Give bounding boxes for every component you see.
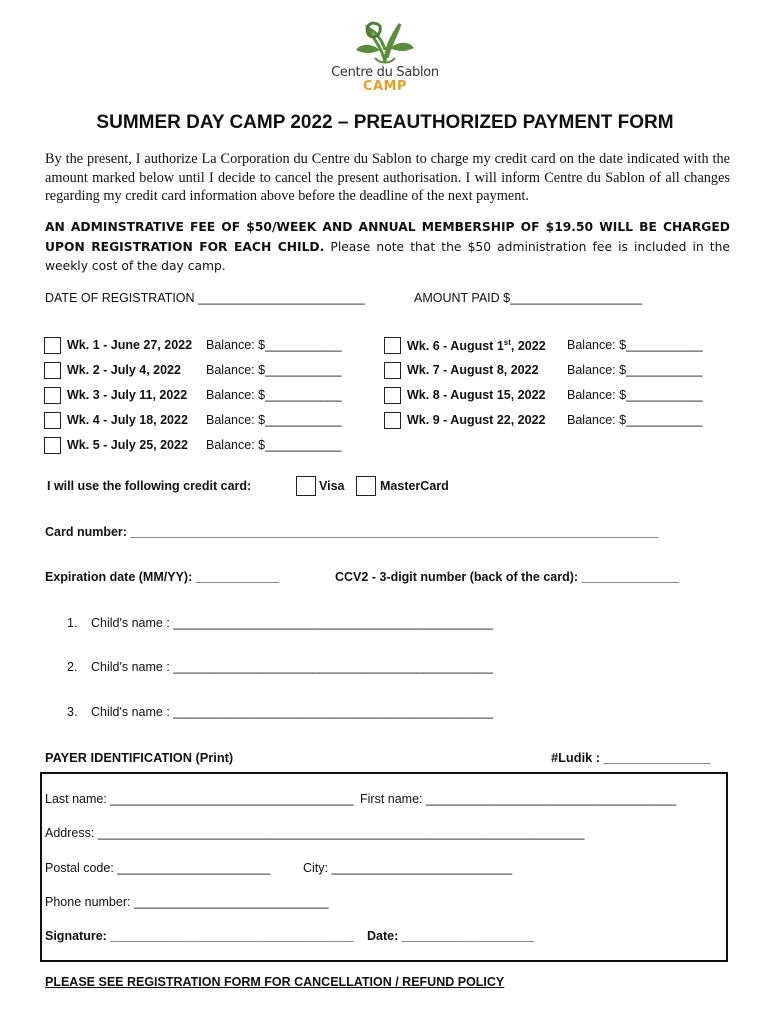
form-title: SUMMER DAY CAMP 2022 – PREAUTHORIZED PAYMENT FORM xyxy=(96,112,674,133)
address-field[interactable]: Address: ______________________________________________________________________ xyxy=(45,826,585,840)
week-1-checkbox[interactable] xyxy=(44,337,61,354)
week-3-checkbox[interactable] xyxy=(44,387,61,404)
postal-code-field[interactable]: Postal code: ______________________ xyxy=(45,861,271,875)
amount-paid-field[interactable]: AMOUNT PAID $___________________ xyxy=(414,291,643,305)
mastercard-checkbox[interactable] xyxy=(356,476,376,496)
week-label: Wk. 2 - July 4, 2022 xyxy=(67,363,181,377)
logo xyxy=(330,18,440,98)
child-number: 1. xyxy=(67,616,78,630)
card-prompt: I will use the following credit card: xyxy=(47,479,252,493)
week-2-checkbox[interactable] xyxy=(44,362,61,379)
balance-field[interactable]: Balance: $___________ xyxy=(206,388,342,402)
week-8-checkbox[interactable] xyxy=(384,387,401,404)
logo-name: Centre du Sablon xyxy=(331,65,439,80)
fee-notice-bold: AN ADMINSTRATIVE FEE OF $50/WEEK AND ANNUAL MEMBERSHIP OF $19.50 WILL BE CHARGED UPON REGISTRATION FOR EACH CHILD. xyxy=(45,220,730,254)
week-label: Wk. 4 - July 18, 2022 xyxy=(67,413,188,427)
fee-notice xyxy=(45,218,730,277)
balance-field[interactable]: Balance: $___________ xyxy=(567,413,703,427)
signature-field[interactable]: Signature: ___________________________________ xyxy=(45,929,354,943)
child-number: 2. xyxy=(67,660,78,674)
city-field[interactable]: City: __________________________ xyxy=(303,861,513,875)
registration-date-field[interactable]: DATE OF REGISTRATION ________________________ xyxy=(45,291,365,305)
mastercard-label: MasterCard xyxy=(380,479,449,493)
visa-checkbox[interactable] xyxy=(296,476,316,496)
week-label-sup: st xyxy=(503,338,511,347)
visa-label: Visa xyxy=(319,479,345,493)
week-label: Wk. 9 - August 22, 2022 xyxy=(407,413,546,427)
balance-field[interactable]: Balance: $___________ xyxy=(567,338,703,352)
refund-policy-note: PLEASE SEE REGISTRATION FORM FOR CANCELLATION / REFUND POLICY xyxy=(45,975,505,989)
fee-notice-normal: Please note that the $50 administration fee is included in the weekly cost of the day camp. xyxy=(45,239,730,273)
week-label-text: Wk. 6 - August 1 xyxy=(407,339,504,354)
week-label: Wk. 8 - August 15, 2022 xyxy=(407,388,546,402)
payer-heading: PAYER IDENTIFICATION (Print) xyxy=(45,750,234,765)
leaf-logo-icon xyxy=(330,18,440,68)
week-label: Wk. 7 - August 8, 2022 xyxy=(407,363,539,377)
balance-field[interactable]: Balance: $___________ xyxy=(206,438,342,452)
expiration-field[interactable]: Expiration date (MM/YY): ____________ xyxy=(45,570,280,584)
balance-field[interactable]: Balance: $___________ xyxy=(567,388,703,402)
week-4-checkbox[interactable] xyxy=(44,412,61,429)
week-6-checkbox[interactable] xyxy=(384,337,401,354)
balance-field[interactable]: Balance: $___________ xyxy=(567,363,703,377)
ludik-field[interactable]: #Ludik : _______________ xyxy=(551,750,711,765)
week-label-end: , 2022 xyxy=(510,339,546,354)
phone-field[interactable]: Phone number: ____________________________ xyxy=(45,895,329,909)
week-label: Wk. 1 - June 27, 2022 xyxy=(67,338,193,352)
balance-field[interactable]: Balance: $___________ xyxy=(206,413,342,427)
ccv-field[interactable]: CCV2 - 3-digit number (back of the card): ______________ xyxy=(335,570,679,584)
week-5-checkbox[interactable] xyxy=(44,437,61,454)
week-label: Wk. 5 - July 25, 2022 xyxy=(67,438,188,452)
week-label xyxy=(407,338,546,353)
last-name-field[interactable]: Last name: ___________________________________ xyxy=(45,792,354,806)
first-name-field[interactable]: First name: ____________________________________ xyxy=(360,792,677,806)
week-label: Wk. 3 - July 11, 2022 xyxy=(67,388,188,402)
child-number: 3. xyxy=(67,705,78,719)
authorization-text: By the present, I authorize La Corporation du Centre du Sablon to charge my credit card on the date indicated with the amount marked below until I decide to cancel the present authorisation. I will inform Centre du Sablon of all changes regarding my credit card information above before the deadline of the next payment. xyxy=(45,151,730,204)
balance-field[interactable]: Balance: $___________ xyxy=(206,363,342,377)
child-name-field[interactable]: Child's name : ______________________________________________ xyxy=(91,705,494,719)
child-name-field[interactable]: Child's name : ______________________________________________ xyxy=(91,616,494,630)
card-number-field[interactable]: Card number: ____________________________________________________________________________ xyxy=(45,525,659,539)
week-7-checkbox[interactable] xyxy=(384,362,401,379)
child-name-field[interactable]: Child's name : ______________________________________________ xyxy=(91,660,494,674)
date-field[interactable]: Date: ___________________ xyxy=(367,929,534,943)
week-9-checkbox[interactable] xyxy=(384,412,401,429)
balance-field[interactable]: Balance: $___________ xyxy=(206,338,342,352)
logo-camp: CAMP xyxy=(362,79,408,94)
